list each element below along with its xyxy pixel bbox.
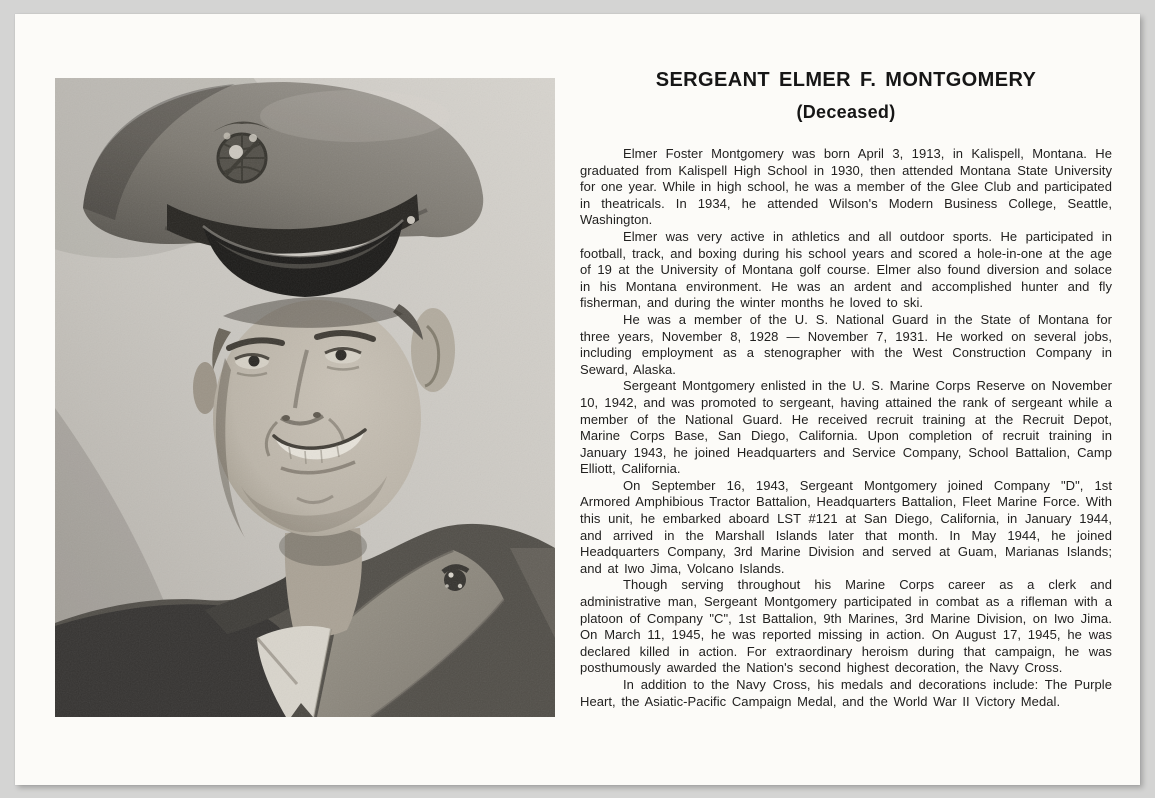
biography-column (580, 69, 1112, 710)
portrait-photo-illustration (55, 78, 555, 717)
biography-paragraph: On September 16, 1943, Sergeant Montgomery joined Company "D", 1st Armored Amphibious Tractor Battalion, Headquarters Battalion, Fleet Marine Force. With this unit, he embarked aboard LST #121 at San Diego, California, in January 1944, and arrived in the Marshall Islands later that month. In May 1944, he joined Headquarters Company, 3rd Marine Division and served at Guam, Marianas Islands; and at Iwo Jima, Volcano Islands. (580, 477, 1112, 576)
biography-paragraph: Elmer was very active in athletics and all outdoor sports. He participated in football, track, and boxing during his school years and scored a hole-in-one at the age of 19 at the University of Montana golf course. Elmer also found diversion and solace in his Montana environment. He was an ardent and accomplished hunter and fly fisherman, and during the winter months he loved to ski. (580, 228, 1112, 311)
biography-text (580, 146, 1112, 710)
page-title: SERGEANT ELMER F. MONTGOMERY (655, 69, 1037, 91)
biography-paragraph: In addition to the Navy Cross, his medals and decorations include: The Purple Heart, the Asiatic-Pacific Campaign Medal, and the World War II Victory Medal. (580, 677, 1112, 709)
biography-paragraph: Though serving throughout his Marine Corps career as a clerk and administrative man, Sergeant Montgomery participated in combat as a rifleman with a platoon of Company "C", 1st Battalion, 9th Marines, 3rd Marine Division, on Iwo Jima. On March 11, 1945, he was reported missing in action. On August 17, 1945, he was declared killed in action. For extraordinary heroism during that campaign, he was posthumously awarded the Nation's second highest decoration, the Navy Cross. (580, 577, 1112, 676)
page-subtitle: (Deceased) (796, 102, 896, 122)
photo-grain-texture (55, 78, 555, 717)
portrait-photo (55, 78, 555, 717)
memorial-page (15, 14, 1140, 785)
biography-paragraph: Elmer Foster Montgomery was born April 3, 1913, in Kalispell, Montana. He graduated from Kalispell High School in 1930, then attended Montana State University for one year. While in high school, he was a member of the Glee Club and participated in theatricals. In 1934, he attended Wilson's Modern Business College, Seattle, Washington. (580, 146, 1112, 228)
biography-paragraph: Sergeant Montgomery enlisted in the U. S. Marine Corps Reserve on November 10, 1942, and was promoted to sergeant, having attained the rank of sergeant while a member of the National Guard. He received recruit training at the Recruit Depot, Marine Corps Base, San Diego, California. Upon completion of recruit training in January 1943, he joined Headquarters and Service Company, School Battalion, Camp Elliott, California. (580, 378, 1112, 477)
biography-paragraph: He was a member of the U. S. National Guard in the State of Montana for three years, November 8, 1928 — November 7, 1931. He worked on several jobs, including employment as a stenographer with the West Construction Company in Seward, Alaska. (580, 311, 1112, 377)
